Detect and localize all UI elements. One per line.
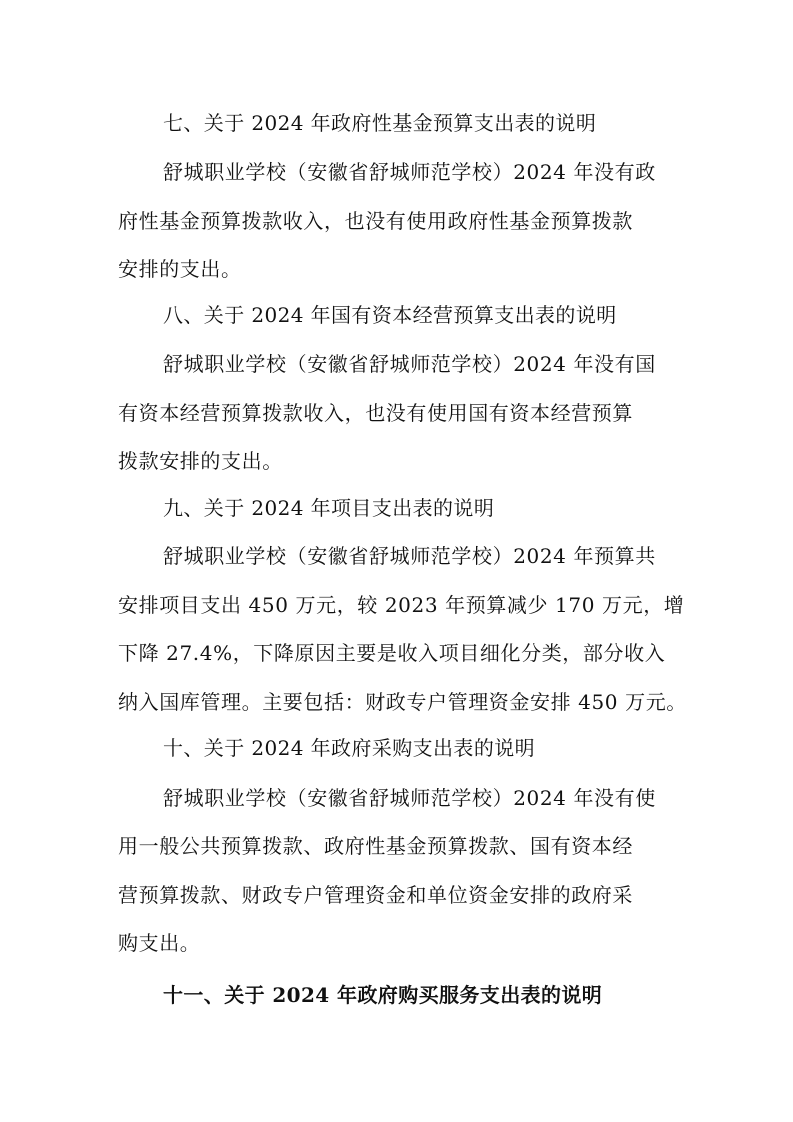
section-heading-9: 九、关于 2024 年项目支出表的说明: [163, 496, 495, 520]
paragraph-line: 购支出。: [118, 931, 201, 955]
paragraph-line: 下降 27.4%，下降原因主要是收入项目细化分类，部分收入: [118, 641, 666, 665]
paragraph-line: 安排的支出。: [118, 257, 242, 281]
paragraph-line: 舒城职业学校（安徽省舒城师范学校）2024 年没有使: [163, 786, 656, 810]
section-heading-11: 十一、关于 2024 年政府购买服务支出表的说明: [163, 983, 603, 1007]
section-heading-10: 十、关于 2024 年政府采购支出表的说明: [163, 736, 536, 760]
paragraph-line: 纳入国库管理。主要包括：财政专户管理资金安排 450 万元。: [118, 690, 687, 714]
paragraph-line: 舒城职业学校（安徽省舒城师范学校）2024 年没有国: [163, 352, 656, 376]
section-heading-8: 八、关于 2024 年国有资本经营预算支出表的说明: [163, 303, 617, 327]
paragraph-line: 舒城职业学校（安徽省舒城师范学校）2024 年预算共: [163, 544, 656, 568]
paragraph-line: 舒城职业学校（安徽省舒城师范学校）2024 年没有政: [163, 160, 656, 184]
section-heading-7: 七、关于 2024 年政府性基金预算支出表的说明: [163, 111, 597, 135]
paragraph-line: 营预算拨款、财政专户管理资金和单位资金安排的政府采: [118, 883, 633, 907]
paragraph-line: 府性基金预算拨款收入，也没有使用政府性基金预算拨款: [118, 209, 633, 233]
paragraph-line: 安排项目支出 450 万元，较 2023 年预算减少 170 万元，增: [118, 593, 685, 617]
paragraph-line: 拨款安排的支出。: [118, 449, 283, 473]
paragraph-line: 有资本经营预算拨款收入，也没有使用国有资本经营预算: [118, 401, 633, 425]
paragraph-line: 用一般公共预算拨款、政府性基金预算拨款、国有资本经: [118, 834, 633, 858]
